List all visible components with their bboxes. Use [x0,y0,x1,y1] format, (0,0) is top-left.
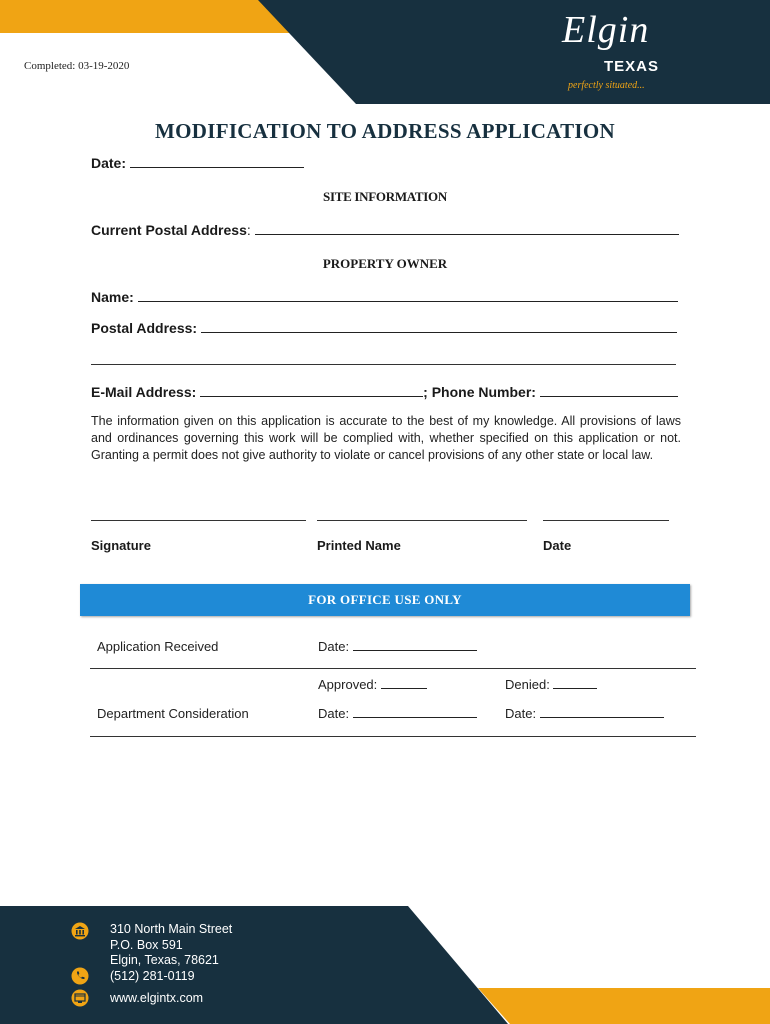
footer-phone: (512) 281-0119 [110,968,195,983]
approved-date-label: Date: [318,706,350,721]
office-divider-1 [90,668,696,669]
certification-text: The information given on this application is accurate to the best of my knowledge. All provisions of laws and ordinances governing this work will be complied with, whether specified on this application or not. Granting a permit does not give authority to violate or cancel provisions of any other state or local law. [91,414,681,462]
site-info-heading: SITE INFORMATION [323,189,447,204]
denied-date-label: Date: [505,706,537,721]
denied-label: Denied: [505,677,550,692]
property-owner-heading: PROPERTY OWNER [322,256,448,271]
postal-address-line-2[interactable] [91,364,676,365]
web-icon [71,989,89,1007]
logo-texas-text: TEXAS [604,58,660,75]
department-consideration-label: Department Consideration [97,706,249,721]
printed-name-label: Printed Name [317,538,401,553]
footer-address [110,922,232,984]
name-field[interactable] [91,289,678,305]
printed-name-line[interactable] [317,520,527,521]
current-postal-field[interactable]: Current Postal Address: [91,222,679,238]
office-divider-2 [90,736,696,737]
completed-date: Completed: 03-19-2020 [24,60,130,72]
address-line-1: 310 North Main Street [110,922,233,936]
building-icon [71,922,89,940]
email-phone-field[interactable] [91,384,678,400]
postal-address-label: Postal Address: [91,320,198,336]
signature-line[interactable] [91,520,306,521]
approved-field[interactable] [318,677,427,692]
approved-date-field[interactable] [318,706,477,721]
footer-website[interactable]: www.elgintx.com [110,991,204,1005]
current-postal-label: Current Postal Address [91,222,247,238]
denied-date-field[interactable] [505,706,664,721]
office-use-banner [80,584,690,616]
signature-label: Signature [91,538,151,553]
signature-date-label: Date [543,538,572,553]
application-received-label: Application Received [97,639,219,654]
denied-field[interactable] [505,677,597,692]
phone-label: ; Phone Number: [423,384,536,400]
phone-icon [71,967,89,985]
page-title: MODIFICATION TO ADDRESS APPLICATION [155,119,615,143]
approved-label: Approved: [318,677,378,692]
signature-date-line[interactable] [543,520,669,521]
email-label: E-Mail Address: [91,384,197,400]
elgin-logo [558,9,674,98]
office-use-title: FOR OFFICE USE ONLY [308,592,462,607]
name-label: Name: [91,289,134,305]
logo-tagline: perfectly situated... [568,80,645,91]
logo-script-text: Elgin [562,9,650,51]
address-line-2: P.O. Box 591 [110,937,183,952]
date-field[interactable] [91,155,304,171]
received-date-field[interactable] [318,639,477,654]
postal-address-field[interactable] [91,320,677,336]
address-line-3: Elgin, Texas, 78621 [110,953,219,967]
date-label: Date: [91,155,127,171]
received-date-label: Date: [318,639,350,654]
